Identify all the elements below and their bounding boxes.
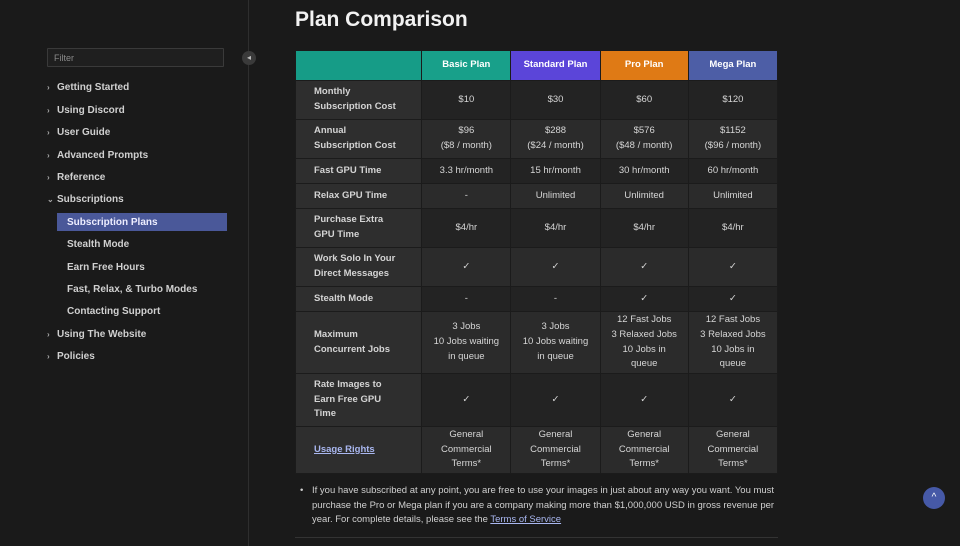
cell-line: Unlimited bbox=[535, 189, 576, 201]
table-cell bbox=[422, 427, 511, 474]
table-cell bbox=[511, 312, 600, 374]
cell-line: $120 bbox=[722, 93, 744, 105]
table-cell bbox=[511, 81, 600, 120]
cell-line: $4/hr bbox=[633, 221, 655, 233]
sidebar-item-contacting-support[interactable]: Contacting Support bbox=[67, 305, 161, 317]
collapse-sidebar-icon[interactable]: ◂ bbox=[242, 51, 256, 65]
row-label bbox=[296, 184, 422, 209]
table-cell bbox=[600, 312, 688, 374]
chevron-right-icon: › bbox=[47, 172, 50, 182]
table-cell bbox=[600, 184, 688, 209]
sidebar-item-label: Advanced Prompts bbox=[57, 149, 149, 161]
cell-line: ($96 / month) bbox=[704, 140, 762, 151]
sidebar-item-reference[interactable] bbox=[47, 168, 105, 186]
row-label bbox=[296, 287, 422, 312]
table-cell bbox=[600, 248, 688, 287]
scroll-to-top-icon[interactable]: ^ bbox=[923, 487, 945, 509]
cell-line: $30 bbox=[547, 93, 564, 105]
divider bbox=[295, 537, 778, 538]
cell-line: 30 hr/month bbox=[618, 164, 670, 176]
main-content bbox=[250, 0, 960, 546]
sidebar-item-label: Using Discord bbox=[57, 104, 125, 116]
table-row bbox=[296, 312, 778, 374]
row-label-line: Fast GPU Time bbox=[314, 164, 382, 176]
table-cell bbox=[688, 209, 777, 248]
table-cell bbox=[688, 287, 777, 312]
checkmark-icon: ✓ bbox=[728, 260, 737, 272]
cell-line: Commercial bbox=[707, 443, 759, 455]
checkmark-icon: ✓ bbox=[640, 292, 649, 304]
cell-line: Unlimited bbox=[624, 189, 664, 201]
sidebar-item-earn-free-hours[interactable]: Earn Free Hours bbox=[67, 261, 145, 273]
table-cell bbox=[688, 81, 777, 120]
header-basic-plan: Basic Plan bbox=[422, 51, 511, 81]
cell-line: General bbox=[538, 428, 573, 440]
cell-line: $4/hr bbox=[722, 221, 744, 233]
cell-line: General bbox=[627, 428, 662, 440]
table-row bbox=[296, 427, 778, 474]
usage-note bbox=[300, 484, 780, 528]
row-label-line: Subscription Cost bbox=[314, 101, 396, 112]
cell-line: ($24 / month) bbox=[527, 140, 584, 151]
sidebar-item-label: Getting Started bbox=[57, 81, 130, 93]
cell-line: ($48 / month) bbox=[615, 140, 673, 151]
row-label-line: GPU Time bbox=[314, 229, 360, 240]
table-cell bbox=[688, 248, 777, 287]
row-label-line: Maximum bbox=[314, 328, 358, 340]
table-row bbox=[296, 159, 778, 184]
row-label bbox=[296, 120, 422, 159]
table-cell bbox=[422, 248, 511, 287]
sidebar-item-label: User Guide bbox=[57, 126, 111, 138]
cell-line: $576 bbox=[633, 125, 655, 137]
row-label bbox=[296, 248, 422, 287]
cell-line: ($8 / month) bbox=[440, 140, 492, 151]
table-cell bbox=[511, 427, 600, 474]
table-cell bbox=[422, 287, 511, 312]
table-cell bbox=[422, 159, 511, 184]
table-cell bbox=[600, 374, 688, 427]
chevron-right-icon: › bbox=[47, 150, 50, 160]
sidebar-item-subscription-plans[interactable]: Subscription Plans bbox=[57, 213, 227, 231]
table-cell bbox=[422, 312, 511, 374]
table-row bbox=[296, 209, 778, 248]
cell-line: Unlimited bbox=[713, 189, 753, 201]
cell-line: 3 Relaxed Jobs bbox=[700, 328, 766, 340]
table-cell bbox=[688, 427, 777, 474]
row-label-line: Subscription Cost bbox=[314, 140, 396, 151]
table-row bbox=[296, 248, 778, 287]
header-standard-plan: Standard Plan bbox=[511, 51, 600, 81]
row-label[interactable] bbox=[296, 427, 422, 474]
cell-line: $4/hr bbox=[455, 221, 478, 233]
row-label-line: Work Solo In Your bbox=[314, 253, 396, 265]
cell-line: 3.3 hr/month bbox=[439, 164, 493, 176]
table-cell bbox=[688, 159, 777, 184]
table-cell bbox=[511, 287, 600, 312]
table-cell bbox=[422, 81, 511, 120]
sidebar-item-using-discord[interactable] bbox=[47, 101, 125, 119]
usage-rights-link[interactable]: Usage Rights bbox=[314, 443, 375, 455]
row-label-line: Time bbox=[314, 408, 337, 420]
table-row bbox=[296, 81, 778, 120]
plan-comparison-table bbox=[295, 50, 778, 474]
sidebar-item-label: Subscriptions bbox=[57, 193, 124, 205]
table-cell bbox=[600, 159, 688, 184]
chevron-right-icon: › bbox=[47, 351, 50, 361]
cell-line: Terms* bbox=[540, 458, 571, 470]
cell-line: Terms* bbox=[718, 458, 748, 470]
cell-line: Commercial bbox=[530, 443, 581, 455]
cell-line: 3 Relaxed Jobs bbox=[611, 328, 677, 340]
cell-line: $288 bbox=[544, 125, 567, 137]
table-cell bbox=[600, 81, 688, 120]
cell-line: 10 Jobs in bbox=[622, 343, 666, 355]
cell-line: 3 Jobs bbox=[452, 321, 481, 333]
sidebar-item-stealth-mode[interactable]: Stealth Mode bbox=[67, 238, 130, 250]
cell-line: General bbox=[715, 428, 750, 440]
note-text: If you have subscribed at any point, you are free to use your images in just about any way you want. You must purchase the Pro or Mega plan if you are a company making more than $1,000,000 USD in gross revenue per year. For complete details, please see the bbox=[312, 485, 775, 526]
chevron-down-icon: ⌄ bbox=[47, 194, 54, 204]
sidebar-item-getting-started[interactable] bbox=[47, 78, 129, 96]
checkmark-icon: ✓ bbox=[462, 260, 471, 272]
row-label bbox=[296, 81, 422, 120]
row-label bbox=[296, 312, 422, 374]
table-cell bbox=[688, 374, 777, 427]
header-pro-plan: Pro Plan bbox=[600, 51, 688, 81]
header-mega-plan: Mega Plan bbox=[688, 51, 777, 81]
sidebar-item-using-the-website[interactable] bbox=[47, 325, 146, 343]
table-cell bbox=[600, 120, 688, 159]
cell-line: 12 Fast Jobs bbox=[705, 314, 761, 326]
terms-of-service-link[interactable]: Terms of Service bbox=[490, 514, 562, 526]
row-label-line: Earn Free GPU bbox=[314, 393, 382, 405]
sidebar-item-fast-relax-turbo-modes[interactable]: Fast, Relax, & Turbo Modes bbox=[67, 283, 198, 295]
cell-line: - bbox=[553, 292, 558, 304]
row-label-line: Concurrent Jobs bbox=[314, 343, 391, 355]
cell-line: queue bbox=[630, 358, 658, 370]
cell-line: $4/hr bbox=[544, 221, 567, 233]
table-row bbox=[296, 287, 778, 312]
row-label-line: Direct Messages bbox=[314, 268, 389, 279]
cell-line: General bbox=[449, 428, 484, 440]
row-label bbox=[296, 374, 422, 427]
cell-line: 12 Fast Jobs bbox=[616, 314, 672, 326]
cell-line: Commercial bbox=[440, 443, 492, 455]
cell-line: - bbox=[464, 189, 468, 201]
table-row bbox=[296, 184, 778, 209]
table-row bbox=[296, 120, 778, 159]
table-cell bbox=[688, 120, 777, 159]
checkmark-icon: ✓ bbox=[640, 260, 649, 272]
sidebar-item-label: Reference bbox=[57, 171, 106, 183]
cell-line: - bbox=[464, 292, 468, 304]
sidebar-item-subscriptions[interactable] bbox=[47, 190, 124, 208]
cell-line: 10 Jobs in bbox=[711, 343, 755, 355]
table-cell bbox=[511, 248, 600, 287]
sidebar bbox=[0, 0, 249, 546]
sidebar-item-policies[interactable] bbox=[47, 347, 95, 365]
cell-line: $96 bbox=[458, 125, 475, 137]
row-label-line: Monthly bbox=[314, 86, 351, 98]
cell-line: queue bbox=[719, 358, 747, 370]
table-cell bbox=[511, 159, 600, 184]
cell-line: 60 hr/month bbox=[707, 164, 759, 176]
table-cell bbox=[422, 374, 511, 427]
cell-line: 15 hr/month bbox=[530, 164, 581, 176]
header-corner bbox=[296, 51, 422, 81]
table-cell bbox=[688, 184, 777, 209]
checkmark-icon: ✓ bbox=[728, 393, 737, 405]
table-cell bbox=[511, 120, 600, 159]
cell-line: 3 Jobs bbox=[541, 321, 570, 333]
chevron-right-icon: › bbox=[47, 127, 50, 137]
row-label bbox=[296, 209, 422, 248]
chevron-right-icon: › bbox=[47, 329, 50, 339]
table-cell bbox=[600, 427, 688, 474]
checkmark-icon: ✓ bbox=[462, 393, 471, 405]
cell-line: 10 Jobs waiting bbox=[522, 336, 589, 348]
cell-line: $10 bbox=[458, 93, 475, 105]
sidebar-item-advanced-prompts[interactable] bbox=[47, 146, 148, 164]
table-cell bbox=[422, 184, 511, 209]
cell-line: Terms* bbox=[629, 458, 659, 470]
checkmark-icon: ✓ bbox=[728, 292, 737, 304]
cell-line: 10 Jobs waiting bbox=[433, 336, 500, 348]
row-label-line: Relax GPU Time bbox=[314, 189, 388, 201]
table-cell bbox=[688, 312, 777, 374]
sidebar-item-label: Policies bbox=[57, 350, 95, 362]
table-row bbox=[296, 374, 778, 427]
cell-line: $60 bbox=[636, 93, 653, 105]
table-header-row bbox=[296, 51, 778, 81]
row-label-line: Purchase Extra bbox=[314, 214, 384, 226]
checkmark-icon: ✓ bbox=[640, 393, 649, 405]
checkmark-icon: ✓ bbox=[551, 260, 560, 272]
checkmark-icon: ✓ bbox=[551, 393, 560, 405]
table-cell bbox=[600, 287, 688, 312]
table-cell bbox=[422, 209, 511, 248]
page-title: Plan Comparison bbox=[295, 8, 468, 31]
row-label-line: Stealth Mode bbox=[314, 292, 374, 304]
table-cell bbox=[422, 120, 511, 159]
cell-line: Terms* bbox=[451, 458, 482, 470]
chevron-right-icon: › bbox=[47, 105, 50, 115]
cell-line: Commercial bbox=[618, 443, 670, 455]
sidebar-item-label: Using The Website bbox=[57, 328, 147, 340]
cell-line: in queue bbox=[537, 350, 574, 362]
cell-line: in queue bbox=[448, 350, 485, 362]
row-label-line: Annual bbox=[314, 125, 347, 137]
row-label-line: Rate Images to bbox=[314, 378, 382, 390]
table-cell bbox=[511, 184, 600, 209]
filter-input[interactable] bbox=[47, 48, 224, 67]
sidebar-item-user-guide[interactable] bbox=[47, 123, 110, 141]
chevron-right-icon: › bbox=[47, 82, 50, 92]
bullet: • bbox=[300, 485, 304, 496]
table-cell bbox=[511, 209, 600, 248]
cell-line: $1152 bbox=[720, 125, 746, 137]
table-cell bbox=[511, 374, 600, 427]
row-label bbox=[296, 159, 422, 184]
table-cell bbox=[600, 209, 688, 248]
